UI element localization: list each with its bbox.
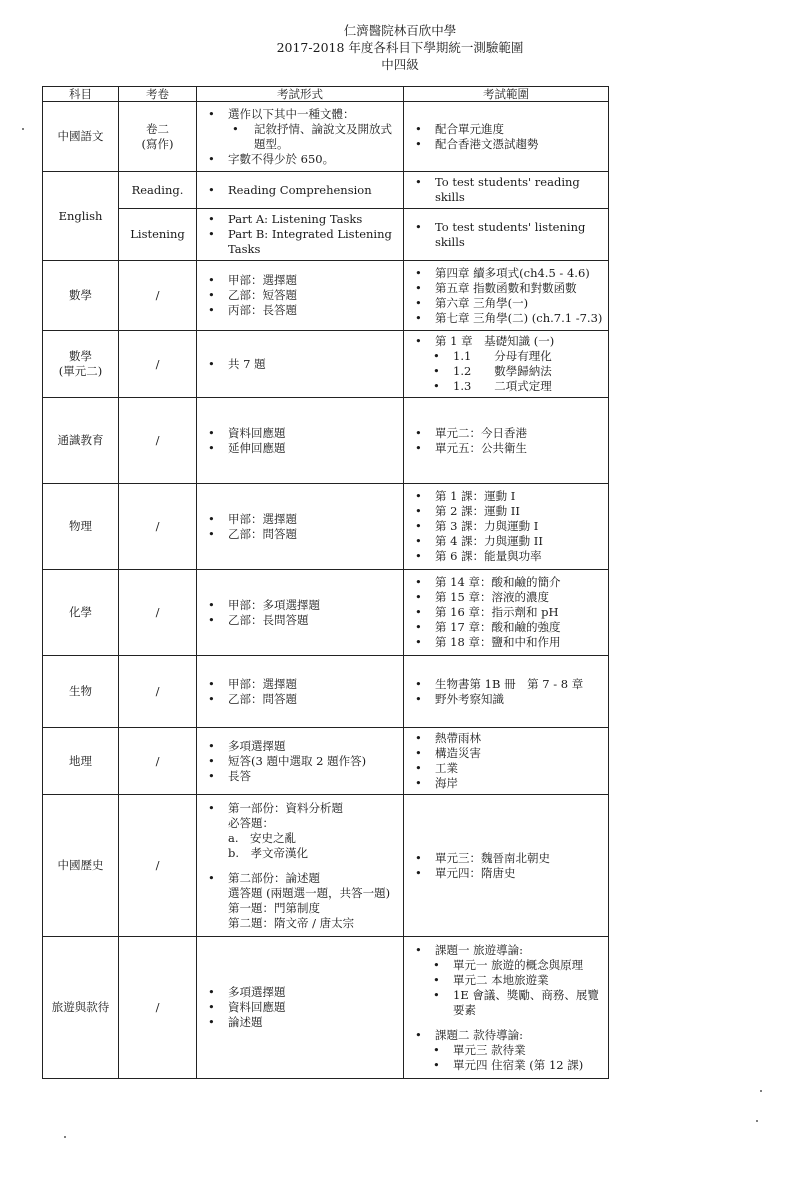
paper-cell: / <box>119 656 197 728</box>
table-row <box>43 484 609 570</box>
list-item: • 熱帶雨林 <box>409 731 603 746</box>
header-subject: 科目 <box>43 87 119 102</box>
list-item: • 乙部：問答題 <box>202 692 398 707</box>
list-item: • 第 1 課：運動 I <box>409 489 603 504</box>
table-row <box>43 331 609 398</box>
format-cell <box>197 728 404 795</box>
list-item: • 第五章 指數函數和對數函數 <box>409 281 603 296</box>
list-item: • 選作以下其中一種文體： <box>202 107 398 122</box>
scan-speck <box>756 1120 758 1122</box>
list-item: • 野外考察知識 <box>409 692 603 707</box>
list-item: • 單元五：公共衛生 <box>409 441 603 456</box>
subject-cell: 旅遊與款待 <box>43 937 119 1079</box>
scope-cell <box>404 795 609 937</box>
list-item: • 1.1 分母有理化 <box>409 349 603 364</box>
list-item: • 第 16 章：指示劑和 pH <box>409 605 603 620</box>
subject-cell: 數學 (單元二) <box>43 331 119 398</box>
scope-cell <box>404 261 609 331</box>
list-item: • 乙部：問答題 <box>202 527 398 542</box>
scope-cell <box>404 484 609 570</box>
format-cell <box>197 656 404 728</box>
list-item: • 第 15 章：溶液的濃度 <box>409 590 603 605</box>
scan-speck <box>64 1136 66 1138</box>
list-item: • To test students' reading skills <box>409 175 603 205</box>
list-item: • 1E 會議、獎勵、商務、展覽 <box>409 988 603 1003</box>
table-row <box>43 795 609 937</box>
format-cell <box>197 209 404 261</box>
scope-cell <box>404 209 609 261</box>
table-row <box>43 102 609 172</box>
paper-cell: / <box>119 937 197 1079</box>
list-item-continued: 題型。 <box>254 136 289 151</box>
format-cell <box>197 331 404 398</box>
paper-cell: / <box>119 261 197 331</box>
paper-cell: 卷二 (寫作) <box>119 102 197 172</box>
list-item: • 單元四：隋唐史 <box>409 866 603 881</box>
format-cell <box>197 102 404 172</box>
list-item: • 甲部：選擇題 <box>202 273 398 288</box>
list-item: • 資料回應題 <box>202 426 398 441</box>
paper-cell: / <box>119 795 197 937</box>
list-item: • 配合單元進度 <box>409 122 603 137</box>
table-row <box>43 656 609 728</box>
subject-cell: 中國歷史 <box>43 795 119 937</box>
format-cell <box>197 937 404 1079</box>
list-item: • 第四章 續多項式(ch4.5 - 4.6) <box>409 266 603 281</box>
table-row <box>43 209 609 261</box>
table-row <box>43 261 609 331</box>
document-header <box>0 22 800 73</box>
format-cell <box>197 172 404 209</box>
question-1: 第一題：門第制度 <box>228 900 320 915</box>
list-item: • 第 2 課：運動 II <box>409 504 603 519</box>
list-item: • 延伸回應題 <box>202 441 398 456</box>
list-item: • 單元四 住宿業 (第 12 課) <box>409 1058 603 1073</box>
subject-cell: 化學 <box>43 570 119 656</box>
list-item: • 第 17 章：酸和鹼的強度 <box>409 620 603 635</box>
table-row <box>43 937 609 1079</box>
header-paper: 考卷 <box>119 87 197 102</box>
list-item: • 第 3 課：力與運動 I <box>409 519 603 534</box>
list-item: • 第六章 三角學(一) <box>409 296 603 311</box>
paper-cell: Listening <box>119 209 197 261</box>
scope-cell <box>404 570 609 656</box>
list-item: • 單元三：魏晉南北朝史 <box>409 851 603 866</box>
list-item: • 共 7 題 <box>202 357 398 372</box>
list-item: • Part A: Listening Tasks <box>202 212 398 227</box>
list-item: • 甲部：多項選擇題 <box>202 598 398 613</box>
paper-cell: / <box>119 570 197 656</box>
school-name: 仁濟醫院林百欣中學 <box>343 23 457 38</box>
list-item: • 配合香港文憑試趨勢 <box>409 137 603 152</box>
list-item: • 第 18 章：鹽和中和作用 <box>409 635 603 650</box>
list-item: • 資料回應題 <box>202 1000 398 1015</box>
subject-cell: 生物 <box>43 656 119 728</box>
grade-level: 中四級 <box>381 57 419 72</box>
scope-cell <box>404 102 609 172</box>
list-item: • 第七章 三角學(二) (ch.7.1 -7.3) <box>409 311 603 326</box>
list-item: • 乙部：短答題 <box>202 288 398 303</box>
subject-cell: 物理 <box>43 484 119 570</box>
format-cell <box>197 570 404 656</box>
scope-cell <box>404 172 609 209</box>
list-item: • 工業 <box>409 761 603 776</box>
table-row <box>43 728 609 795</box>
list-item: • 記敘抒情、論說文及開放式 <box>202 122 398 137</box>
list-item: • 單元三 款待業 <box>409 1043 603 1058</box>
compulsory-label: 必答題： <box>228 815 274 830</box>
paper-cell: / <box>119 728 197 795</box>
scope-cell <box>404 728 609 795</box>
scan-speck <box>22 128 24 130</box>
list-item: • 第 14 章：酸和鹼的簡介 <box>409 575 603 590</box>
choice-label: 選答題 (兩題選一題，共答一題) <box>228 885 391 900</box>
list-item: • 甲部：選擇題 <box>202 512 398 527</box>
list-item: • 課題一 旅遊導論: <box>409 943 603 958</box>
table-header-row <box>43 87 609 102</box>
list-item: • Reading Comprehension <box>202 183 398 198</box>
list-item: • 海岸 <box>409 776 603 791</box>
scope-cell <box>404 937 609 1079</box>
list-item: • 1.2 數學歸納法 <box>409 364 603 379</box>
list-item: • To test students' listening skills <box>409 220 603 250</box>
paper-cell: / <box>119 484 197 570</box>
list-item: • 第二部份：論述題 <box>202 871 398 886</box>
subject-cell: 地理 <box>43 728 119 795</box>
list-item: • 1.3 二項式定理 <box>409 379 603 394</box>
list-item: • 單元二：今日香港 <box>409 426 603 441</box>
list-item: • 第 4 課：力與運動 II <box>409 534 603 549</box>
format-cell <box>197 795 404 937</box>
header-format: 考試形式 <box>197 87 404 102</box>
document-title: 2017-2018 年度各科目下學期統一測驗範圍 <box>276 40 524 55</box>
list-item: • 第 6 課：能量與功率 <box>409 549 603 564</box>
paper-cell: / <box>119 398 197 484</box>
list-item: • Part B: Integrated Listening Tasks <box>202 227 398 257</box>
subject-cell: 中國語文 <box>43 102 119 172</box>
subject-cell: English <box>43 172 119 261</box>
list-item: • 第一部份：資料分析題 <box>202 801 398 816</box>
scan-speck <box>760 1090 762 1092</box>
list-item: • 單元一 旅遊的概念與原理 <box>409 958 603 973</box>
history-item: a. 安史之亂 <box>228 830 297 845</box>
table-row <box>43 398 609 484</box>
subject-cell: 數學 <box>43 261 119 331</box>
table-row <box>43 172 609 209</box>
list-item: • 第 1 章 基礎知識 (一) <box>409 334 603 349</box>
list-item: • 字數不得少於 650。 <box>202 152 398 167</box>
list-item: • 多項選擇題 <box>202 739 398 754</box>
list-item: • 論述題 <box>202 1015 398 1030</box>
exam-scope-table <box>42 86 609 1079</box>
scope-cell <box>404 656 609 728</box>
header-scope: 考試範圍 <box>404 87 609 102</box>
format-cell <box>197 484 404 570</box>
subject-cell: 通識教育 <box>43 398 119 484</box>
scope-cell <box>404 398 609 484</box>
scope-cell <box>404 331 609 398</box>
paper-cell: / <box>119 331 197 398</box>
list-item: • 乙部：長問答題 <box>202 613 398 628</box>
list-item: • 短答(3 題中選取 2 題作答) <box>202 754 398 769</box>
list-item: • 生物書第 1B 冊 第 7 - 8 章 <box>409 677 603 692</box>
question-2: 第二題：隋文帝 / 唐太宗 <box>228 915 355 930</box>
list-item: • 丙部：長答題 <box>202 303 398 318</box>
list-item: • 單元二 本地旅遊業 <box>409 973 603 988</box>
history-item: b. 孝文帝漢化 <box>228 845 309 860</box>
paper-cell: Reading. <box>119 172 197 209</box>
list-item: • 構造災害 <box>409 746 603 761</box>
list-item: • 課題二 款待導論: <box>409 1028 603 1043</box>
list-item: • 長答 <box>202 769 398 784</box>
table-row <box>43 570 609 656</box>
list-item-continued: 要素 <box>453 1002 476 1017</box>
list-item: • 甲部：選擇題 <box>202 677 398 692</box>
list-item: • 多項選擇題 <box>202 985 398 1000</box>
format-cell <box>197 398 404 484</box>
format-cell <box>197 261 404 331</box>
